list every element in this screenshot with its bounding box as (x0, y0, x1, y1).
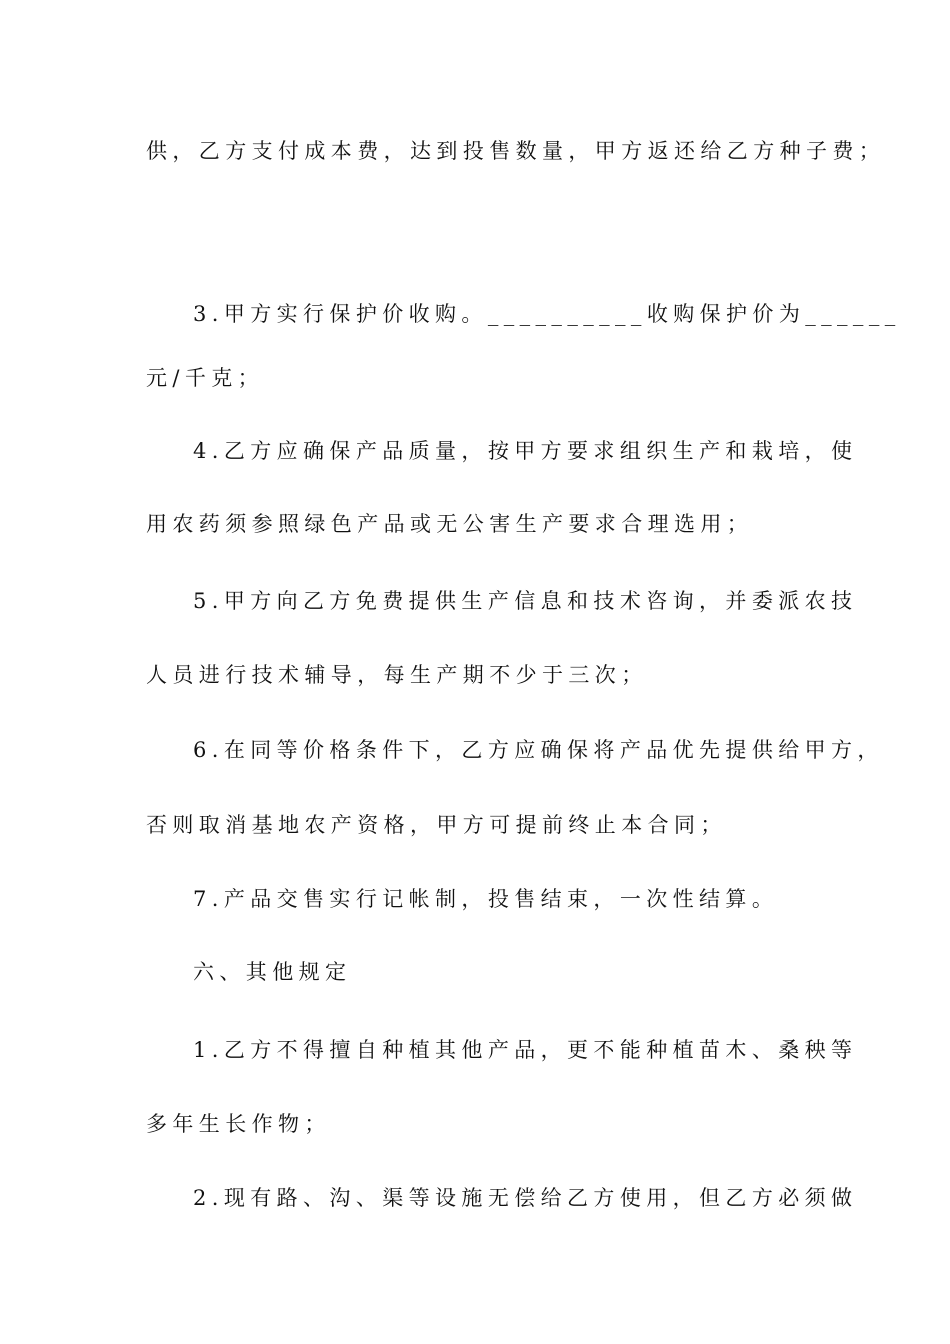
clause-1-line: 1.乙方不得擅自种植其他产品，更不能种植苗木、桑秧等 (193, 1038, 858, 1062)
clause-6-line: 6.在同等价格条件下，乙方应确保将产品优先提供给甲方， (193, 738, 884, 762)
text-line: 供，乙方支付成本费，达到投售数量，甲方返还给乙方种子费； (146, 139, 886, 163)
clause-3-line: 3.甲方实行保护价收购。__________收购保护价为______ (193, 302, 901, 326)
text-line: 多年生长作物； (146, 1112, 331, 1136)
clause-2-line: 2.现有路、沟、渠等设施无偿给乙方使用，但乙方必须做 (193, 1186, 858, 1210)
text-line: 元/千克； (146, 366, 265, 390)
section-heading: 六、其他规定 (193, 960, 352, 984)
clause-4-line: 4.乙方应确保产品质量，按甲方要求组织生产和栽培，使 (193, 439, 858, 463)
clause-5-line: 5.甲方向乙方免费提供生产信息和技术咨询，并委派农技 (193, 589, 858, 613)
text-line: 人员进行技术辅导，每生产期不少于三次； (146, 663, 648, 687)
text-line: 用农药须参照绿色产品或无公害生产要求合理选用； (146, 512, 754, 536)
text-line: 否则取消基地农产资格，甲方可提前终止本合同； (146, 813, 727, 837)
clause-7-line: 7.产品交售实行记帐制，投售结束，一次性结算。 (193, 887, 779, 911)
